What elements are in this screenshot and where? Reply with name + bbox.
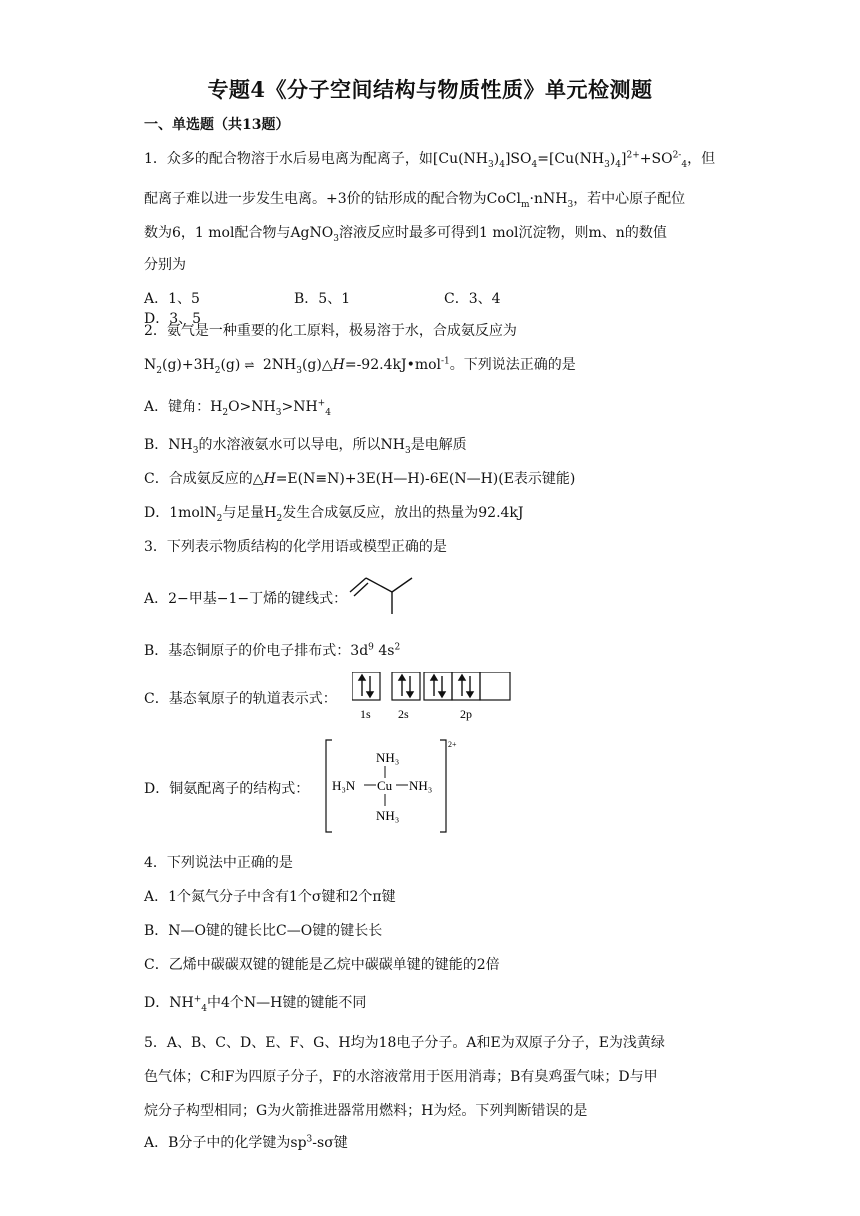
- q2-equation: $N_2(g)+3H_2(g)$ ⇌ $2NH_3(g)\triangle H=-92.4kJ•mol^{-1}$。下列说法正确的是: [144, 356, 576, 376]
- q3-option-d[interactable]: D．铜氨配离子的结构式：: [144, 781, 310, 797]
- charge-label: 2+: [448, 740, 457, 749]
- q2-option-d[interactable]: D．1molN$_2$与足量$H_2$发生合成氨反应，放出的热量为92.4kJ: [144, 505, 524, 524]
- q5-option-a[interactable]: A．B分子中的化学键为$sp^3-s\sigma$键: [144, 1134, 348, 1151]
- skeletal-formula-image: [348, 574, 418, 618]
- h3n-left: H₃N: [332, 778, 356, 793]
- q3-option-c[interactable]: C．基态氧原子的轨道表示式：: [144, 691, 337, 707]
- q1-line3: 数为6，1 mol配合物与AgNO$_3$溶液反应时最多可得到1 mol沉淀物，则m、n的数值: [144, 225, 667, 244]
- copper-ammine-structure: [324, 738, 474, 834]
- q4-option-d[interactable]: D．$NH^+_4$中4个N—H键的键能不同: [144, 994, 367, 1014]
- q2-option-b[interactable]: B．$NH_3$的水溶液氨水可以导电，所以$NH_3$是电解质: [144, 437, 467, 456]
- q4-option-c[interactable]: C．乙烯中碳碳双键的键能是乙烷中碳碳单键的键能的2倍: [144, 957, 500, 973]
- section-heading: 一、单选题（共13题）: [144, 117, 290, 133]
- q3-option-b[interactable]: B．基态铜原子的价电子排布式：$3d^9$ $4s^2$: [144, 642, 401, 659]
- q5-line3: 烷分子构型相同；G为火箭推进器常用燃料；H为烃。下列判断错误的是: [144, 1103, 588, 1119]
- nh3-top: NH₃: [376, 750, 400, 765]
- q1-line1: 1．众多的配合物溶于水后易电离为配离子，如$[Cu(NH_3)_4]SO_4=[Cu(NH_3)_4]^{2+}+SO^{2-}_4$，但: [144, 150, 716, 170]
- q2-option-c[interactable]: C．合成氨反应的△H=E(N≡N)+3E(H—H)-6E(N—H)(E表示键能): [144, 471, 576, 487]
- orbital-label-2p: 2p: [460, 707, 472, 721]
- q1-option-a[interactable]: A．1、5: [144, 291, 200, 307]
- q5-line1: 5．A、B、C、D、E、F、G、H均为18电子分子。A和E为双原子分子，E为浅黄绿: [144, 1035, 665, 1051]
- q2-line1: 2．氨气是一种重要的化工原料，极易溶于水，合成氨反应为: [144, 323, 517, 339]
- orbital-label-1s: 1s: [360, 707, 371, 721]
- q5-line2: 色气体；C和F为四原子分子，F的水溶液常用于医用消毒；B有臭鸡蛋气味；D与甲: [144, 1069, 658, 1085]
- q2-option-a[interactable]: A．键角：$H_2O>NH_3>NH^+_4$: [144, 398, 331, 418]
- nh3-bottom: NH₃: [376, 808, 400, 823]
- nh3-right: NH₃: [409, 778, 433, 793]
- page-title: 专题4《分子空间结构与物质性质》单元检测题: [207, 77, 653, 102]
- orbital-label-2s: 2s: [398, 707, 409, 721]
- q3-option-a[interactable]: A．2−甲基−1−丁烯的键线式：: [144, 591, 348, 607]
- q4-option-a[interactable]: A．1个氮气分子中含有1个σ键和2个π键: [144, 889, 396, 905]
- q1-line2: 配离子难以进一步发生电离。+3价的钴形成的配合物为CoCl$_m$·nNH$_3$，若中心原子配位: [144, 191, 686, 210]
- q1-option-b[interactable]: B．5、1: [294, 291, 351, 307]
- q1-line4: 分别为: [144, 257, 186, 273]
- q3-line1: 3．下列表示物质结构的化学用语或模型正确的是: [144, 539, 447, 555]
- q4-line1: 4．下列说法中正确的是: [144, 855, 293, 871]
- q1-option-c[interactable]: C．3、4: [444, 291, 501, 307]
- orbital-diagram: [352, 672, 522, 722]
- q1-option-d[interactable]: D．3、5: [144, 311, 202, 327]
- cu-center: Cu: [377, 778, 393, 793]
- q4-option-b[interactable]: B．N—O键的键长比C—O键的键长长: [144, 923, 383, 939]
